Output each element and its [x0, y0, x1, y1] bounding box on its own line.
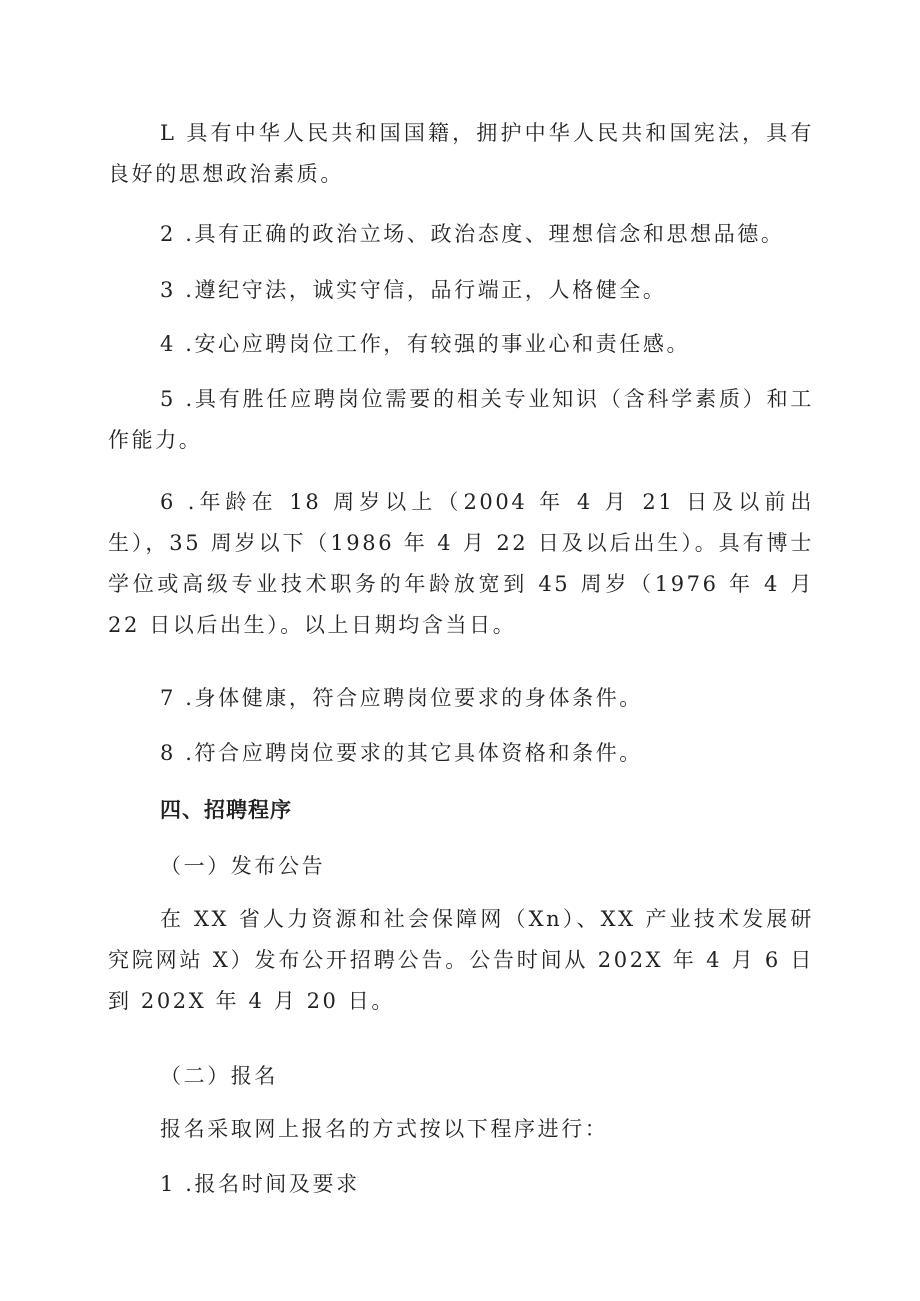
paragraph-requirement-5: 5 .具有胜任应聘岗位需要的相关专业知识（含科学素质）和工作能力。 — [108, 387, 814, 452]
subsection-heading-publish-announcement: （一）发布公告 — [160, 854, 326, 878]
paragraph-requirement-6: 6 .年龄在 18 周岁以上（2004 年 4 月 21 日及以前出生），35 周岁以下（1986 年 4 月 22 日及以后出生）。具有博士学位或高级专业技术职务的年龄放宽到 45 周岁（1976 年 4 月 22 日以后出生）。以上日期均含当日。 — [108, 490, 814, 637]
paragraph-requirement-3: 3 .遵纪守法，诚实守信，品行端正，人格健全。 — [160, 278, 667, 302]
paragraph-registration-method: 报名采取网上报名的方式按以下程序进行： — [160, 1117, 609, 1141]
paragraph-announcement-details: 在 XX 省人力资源和社会保障网（Xn）、XX 产业技术发展研究院网站 X）发布公开招聘公告。公告时间从 202X 年 4 月 6 日到 202X 年 4 月 20 日。 — [108, 907, 814, 1013]
section-heading-recruitment-procedure: 四、招聘程序 — [160, 798, 292, 822]
paragraph-requirement-7: 7 .身体健康，符合应聘岗位要求的身体条件。 — [160, 686, 643, 710]
subsection-heading-registration: （二）报名 — [160, 1064, 278, 1088]
paragraph-requirement-4: 4 .安心应聘岗位工作，有较强的事业心和责任感。 — [160, 332, 691, 356]
paragraph-requirement-2: 2 .具有正确的政治立场、政治态度、理想信念和思想品德。 — [160, 222, 785, 246]
paragraph-registration-time: 1 .报名时间及要求 — [160, 1172, 360, 1196]
paragraph-requirement-8: 8 .符合应聘岗位要求的其它具体资格和条件。 — [160, 741, 643, 765]
paragraph-requirement-1: L 具有中华人民共和国国籍，拥护中华人民共和国宪法，具有良好的思想政治素质。 — [108, 121, 814, 186]
